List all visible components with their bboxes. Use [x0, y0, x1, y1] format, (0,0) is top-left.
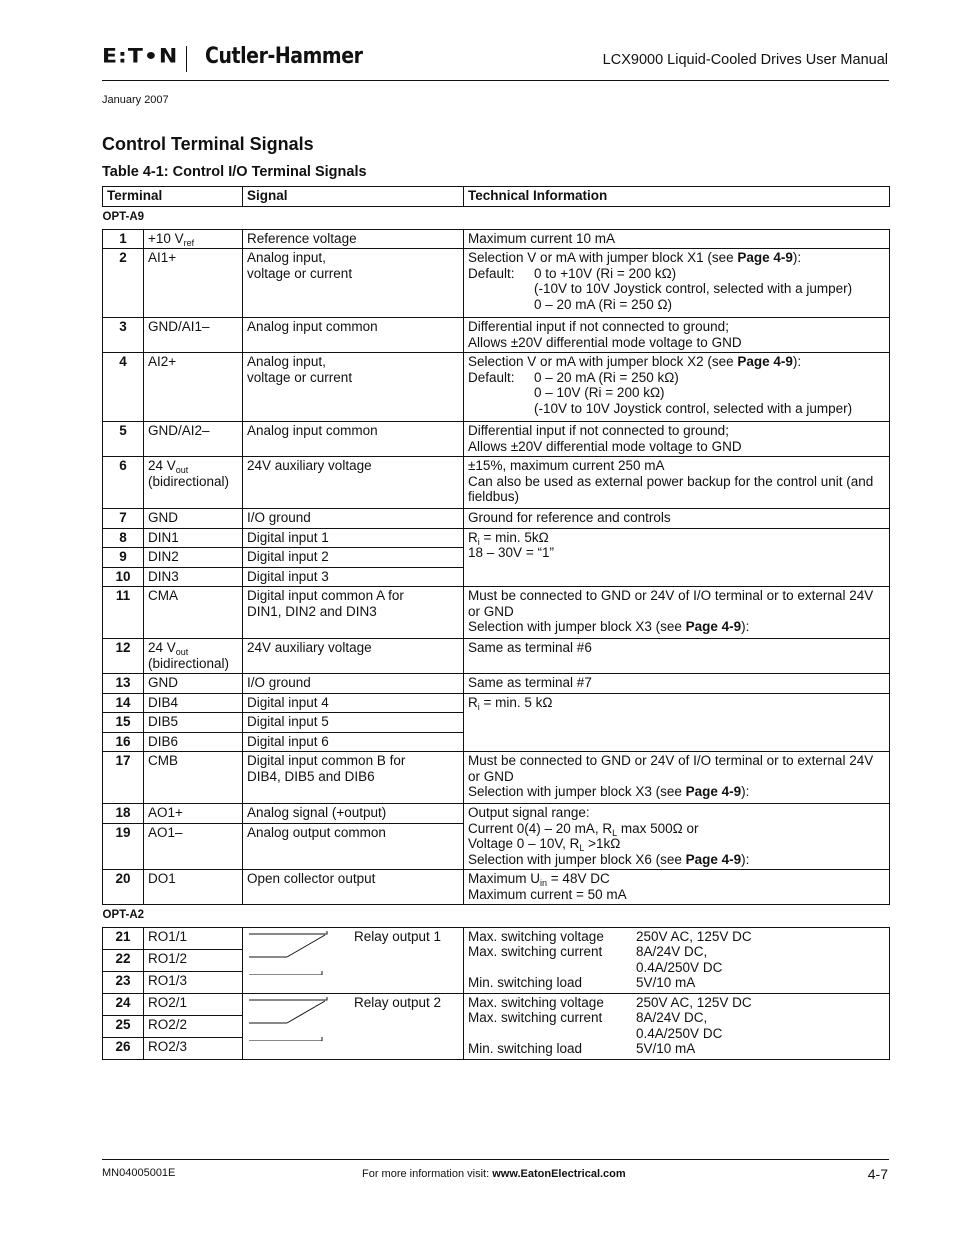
- terminal-number: 20: [103, 870, 144, 905]
- terminal-number: 4: [103, 353, 144, 422]
- eaton-logo: E:T•N: [102, 45, 179, 68]
- footer-info: For more information visit: www.EatonElectrical.com: [362, 1168, 626, 1180]
- terminal-number: 23: [103, 971, 144, 993]
- terminal-name: 24 $V_{out}$ (bidirectional): [144, 639, 243, 674]
- terminal-name: RO2/2: [144, 1015, 243, 1037]
- page-reference: Page 4-9: [685, 619, 742, 634]
- terminal-number: 17: [103, 752, 144, 804]
- terminal-name: DIB4: [144, 693, 243, 713]
- terminal-name: RO2/3: [144, 1037, 243, 1059]
- terminal-name: RO1/2: [144, 949, 243, 971]
- table-row: [103, 587, 890, 639]
- terminal-number: 8: [103, 528, 144, 548]
- info-cell: $R_i = \min$. 5kΩ 18 – 30V = “1”: [464, 528, 890, 587]
- info-cell: Differential input if not connected to ground; Allows ±20V differential mode voltage to GND: [464, 318, 890, 353]
- terminal-name: GND: [144, 509, 243, 529]
- signal-cell: Digital input 3: [243, 567, 464, 587]
- table-row: [103, 752, 890, 804]
- info-cell: Same as terminal #7: [464, 674, 890, 694]
- terminal-name: RO1/1: [144, 927, 243, 949]
- terminal-name: CMB: [144, 752, 243, 804]
- signal-cell: Digital input common A for DIN1, DIN2 and DIN3: [243, 587, 464, 639]
- terminal-name: DIB5: [144, 713, 243, 733]
- terminal-name: DIN2: [144, 548, 243, 568]
- relay-2-contact-diagram: [247, 995, 337, 1041]
- terminal-number: 6: [103, 457, 144, 509]
- terminal-name: DIN3: [144, 567, 243, 587]
- terminal-number: 14: [103, 693, 144, 713]
- signal-cell: Digital input 1: [243, 528, 464, 548]
- page-number: 4-7: [867, 1166, 888, 1182]
- terminal-name: 24 $V_{out}$ (bidirectional): [144, 457, 243, 509]
- info-cell: Must be connected to GND or 24V of I/O terminal or to external 24V or GND Selection with jumper block X3 (see Page 4-9):: [464, 752, 890, 804]
- signal-cell: Analog input, voltage or current: [243, 249, 464, 318]
- terminal-number: 5: [103, 422, 144, 457]
- signal-cell: Analog input common: [243, 318, 464, 353]
- terminal-number: 26: [103, 1037, 144, 1059]
- signal-cell: Analog signal (+output): [243, 804, 464, 824]
- terminal-number: 13: [103, 674, 144, 694]
- group-label: OPT-A9: [103, 207, 890, 230]
- info-cell: Differential input if not connected to ground; Allows ±20V differential mode voltage to GND: [464, 422, 890, 457]
- page-reference: Page 4-9: [737, 250, 793, 265]
- publication-date: January 2007: [102, 94, 169, 106]
- signal-cell: Reference voltage: [243, 229, 464, 249]
- col-header-info: Technical Information: [464, 187, 890, 207]
- terminal-number: 19: [103, 824, 144, 870]
- table-row: [103, 528, 890, 548]
- signal-cell: Analog output common: [243, 824, 464, 870]
- terminal-number: 16: [103, 732, 144, 752]
- terminal-name: +10 $V_{ref}$: [144, 229, 243, 249]
- signal-cell: Digital input common B for DIB4, DIB5 and DIB6: [243, 752, 464, 804]
- signal-cell: Open collector output: [243, 870, 464, 905]
- terminal-name: GND/AI2–: [144, 422, 243, 457]
- group-row-opt-a9: [103, 207, 890, 230]
- terminal-number: 3: [103, 318, 144, 353]
- terminal-number: 12: [103, 639, 144, 674]
- table-row: [103, 422, 890, 457]
- page-reference: Page 4-9: [737, 354, 793, 369]
- table-title: Table 4-1: Control I/O Terminal Signals: [102, 164, 367, 180]
- table-row: [103, 674, 890, 694]
- control-io-table: [102, 186, 890, 1060]
- terminal-number: 22: [103, 949, 144, 971]
- terminal-number: 18: [103, 804, 144, 824]
- table-row: [103, 229, 890, 249]
- terminal-name: DIN1: [144, 528, 243, 548]
- document-number: MN04005001E: [102, 1167, 176, 1179]
- terminal-number: 2: [103, 249, 144, 318]
- signal-cell: Analog input common: [243, 422, 464, 457]
- table-row: [103, 353, 890, 422]
- signal-cell: Digital input 5: [243, 713, 464, 733]
- signal-cell: Digital input 6: [243, 732, 464, 752]
- page-reference: Page 4-9: [685, 784, 742, 799]
- terminal-name: DIB6: [144, 732, 243, 752]
- info-cell: Max. switching voltage 250V AC, 125V DC Max. switching current 8A/24V DC, 0.4A/250V DC Min. switching load 5V/10 mA: [464, 927, 890, 993]
- table-row: [103, 993, 890, 1015]
- col-header-signal: Signal: [243, 187, 464, 207]
- section-title: Control Terminal Signals: [102, 134, 314, 154]
- signal-cell: I/O ground: [243, 674, 464, 694]
- table-row: [103, 927, 890, 949]
- info-cell: Selection V or mA with jumper block X2 (see Page 4-9): Default: 0 – 20 mA (Ri = 250 kΩ) 0 – 10V (Ri = 200 kΩ) (-10V to 10V Joystick control, selected with a jumper): [464, 353, 890, 422]
- relay-output-label: Relay output 1: [353, 928, 442, 944]
- terminal-number: 21: [103, 927, 144, 949]
- signal-cell: [243, 927, 464, 993]
- signal-cell: 24V auxiliary voltage: [243, 639, 464, 674]
- table-row: [103, 639, 890, 674]
- terminal-name: DO1: [144, 870, 243, 905]
- info-cell: Maximum current 10 mA: [464, 229, 890, 249]
- info-cell: Maximum $U_{in} = 48V$ DC Maximum current = 50 mA: [464, 870, 890, 905]
- info-cell: Must be connected to GND or 24V of I/O terminal or to external 24V or GND Selection with jumper block X3 (see Page 4-9):: [464, 587, 890, 639]
- table-row: [103, 693, 890, 713]
- terminal-name: GND: [144, 674, 243, 694]
- col-header-terminal: Terminal: [103, 187, 243, 207]
- terminal-name: CMA: [144, 587, 243, 639]
- signal-cell: Digital input 4: [243, 693, 464, 713]
- footer-rule: [102, 1159, 889, 1160]
- info-cell: Output signal range: Current 0(4) – 20 mA, $R_L$ max 500Ω or Voltage 0 – 10V, $R_L >1k\Omega$ Selection with jumper block X6 (see Page 4-9):: [464, 804, 890, 870]
- terminal-number: 1: [103, 229, 144, 249]
- terminal-name: RO2/1: [144, 993, 243, 1015]
- terminal-name: GND/AI1–: [144, 318, 243, 353]
- table-row: [103, 457, 890, 509]
- terminal-number: 25: [103, 1015, 144, 1037]
- signal-cell: Digital input 2: [243, 548, 464, 568]
- terminal-number: 11: [103, 587, 144, 639]
- terminal-name: AI1+: [144, 249, 243, 318]
- info-cell: Same as terminal #6: [464, 639, 890, 674]
- terminal-number: 7: [103, 509, 144, 529]
- terminal-name: AO1+: [144, 804, 243, 824]
- info-cell: Ground for reference and controls: [464, 509, 890, 529]
- brand-name: Cutler-Hammer: [205, 44, 363, 69]
- manual-title: LCX9000 Liquid-Cooled Drives User Manual: [602, 52, 888, 68]
- relay-1-contact-diagram: [247, 929, 337, 975]
- info-cell: Selection V or mA with jumper block X1 (see Page 4-9): Default: 0 to +10V (Ri = 200 kΩ) (-10V to 10V Joystick control, selected with a jumper) 0 – 20 mA (Ri = 250 Ω): [464, 249, 890, 318]
- header-rule: [102, 80, 889, 81]
- table-row: [103, 509, 890, 529]
- info-cell: Max. switching voltage 250V AC, 125V DC Max. switching current 8A/24V DC, 0.4A/250V DC Min. switching load 5V/10 mA: [464, 993, 890, 1059]
- terminal-number: 10: [103, 567, 144, 587]
- signal-cell: [243, 993, 464, 1059]
- terminal-name: AO1–: [144, 824, 243, 870]
- terminal-name: AI2+: [144, 353, 243, 422]
- signal-cell: I/O ground: [243, 509, 464, 529]
- info-cell: $R_i = \min$. 5 kΩ: [464, 693, 890, 752]
- group-label: OPT-A2: [103, 905, 890, 928]
- terminal-number: 15: [103, 713, 144, 733]
- info-cell: ±15%, maximum current 250 mA Can also be used as external power backup for the control unit (and fieldbus): [464, 457, 890, 509]
- page-reference: Page 4-9: [685, 851, 742, 867]
- terminal-number: 24: [103, 993, 144, 1015]
- table-header-row: [103, 187, 890, 207]
- terminal-number: 9: [103, 548, 144, 568]
- signal-cell: 24V auxiliary voltage: [243, 457, 464, 509]
- relay-output-label: Relay output 2: [353, 994, 442, 1010]
- table-row: [103, 804, 890, 824]
- logo-separator: [186, 46, 187, 72]
- table-row: [103, 249, 890, 318]
- signal-cell: Analog input, voltage or current: [243, 353, 464, 422]
- website-link[interactable]: www.EatonElectrical.com: [492, 1168, 626, 1180]
- table-row: [103, 318, 890, 353]
- group-row-opt-a2: [103, 905, 890, 928]
- table-row: [103, 870, 890, 905]
- terminal-name: RO1/3: [144, 971, 243, 993]
